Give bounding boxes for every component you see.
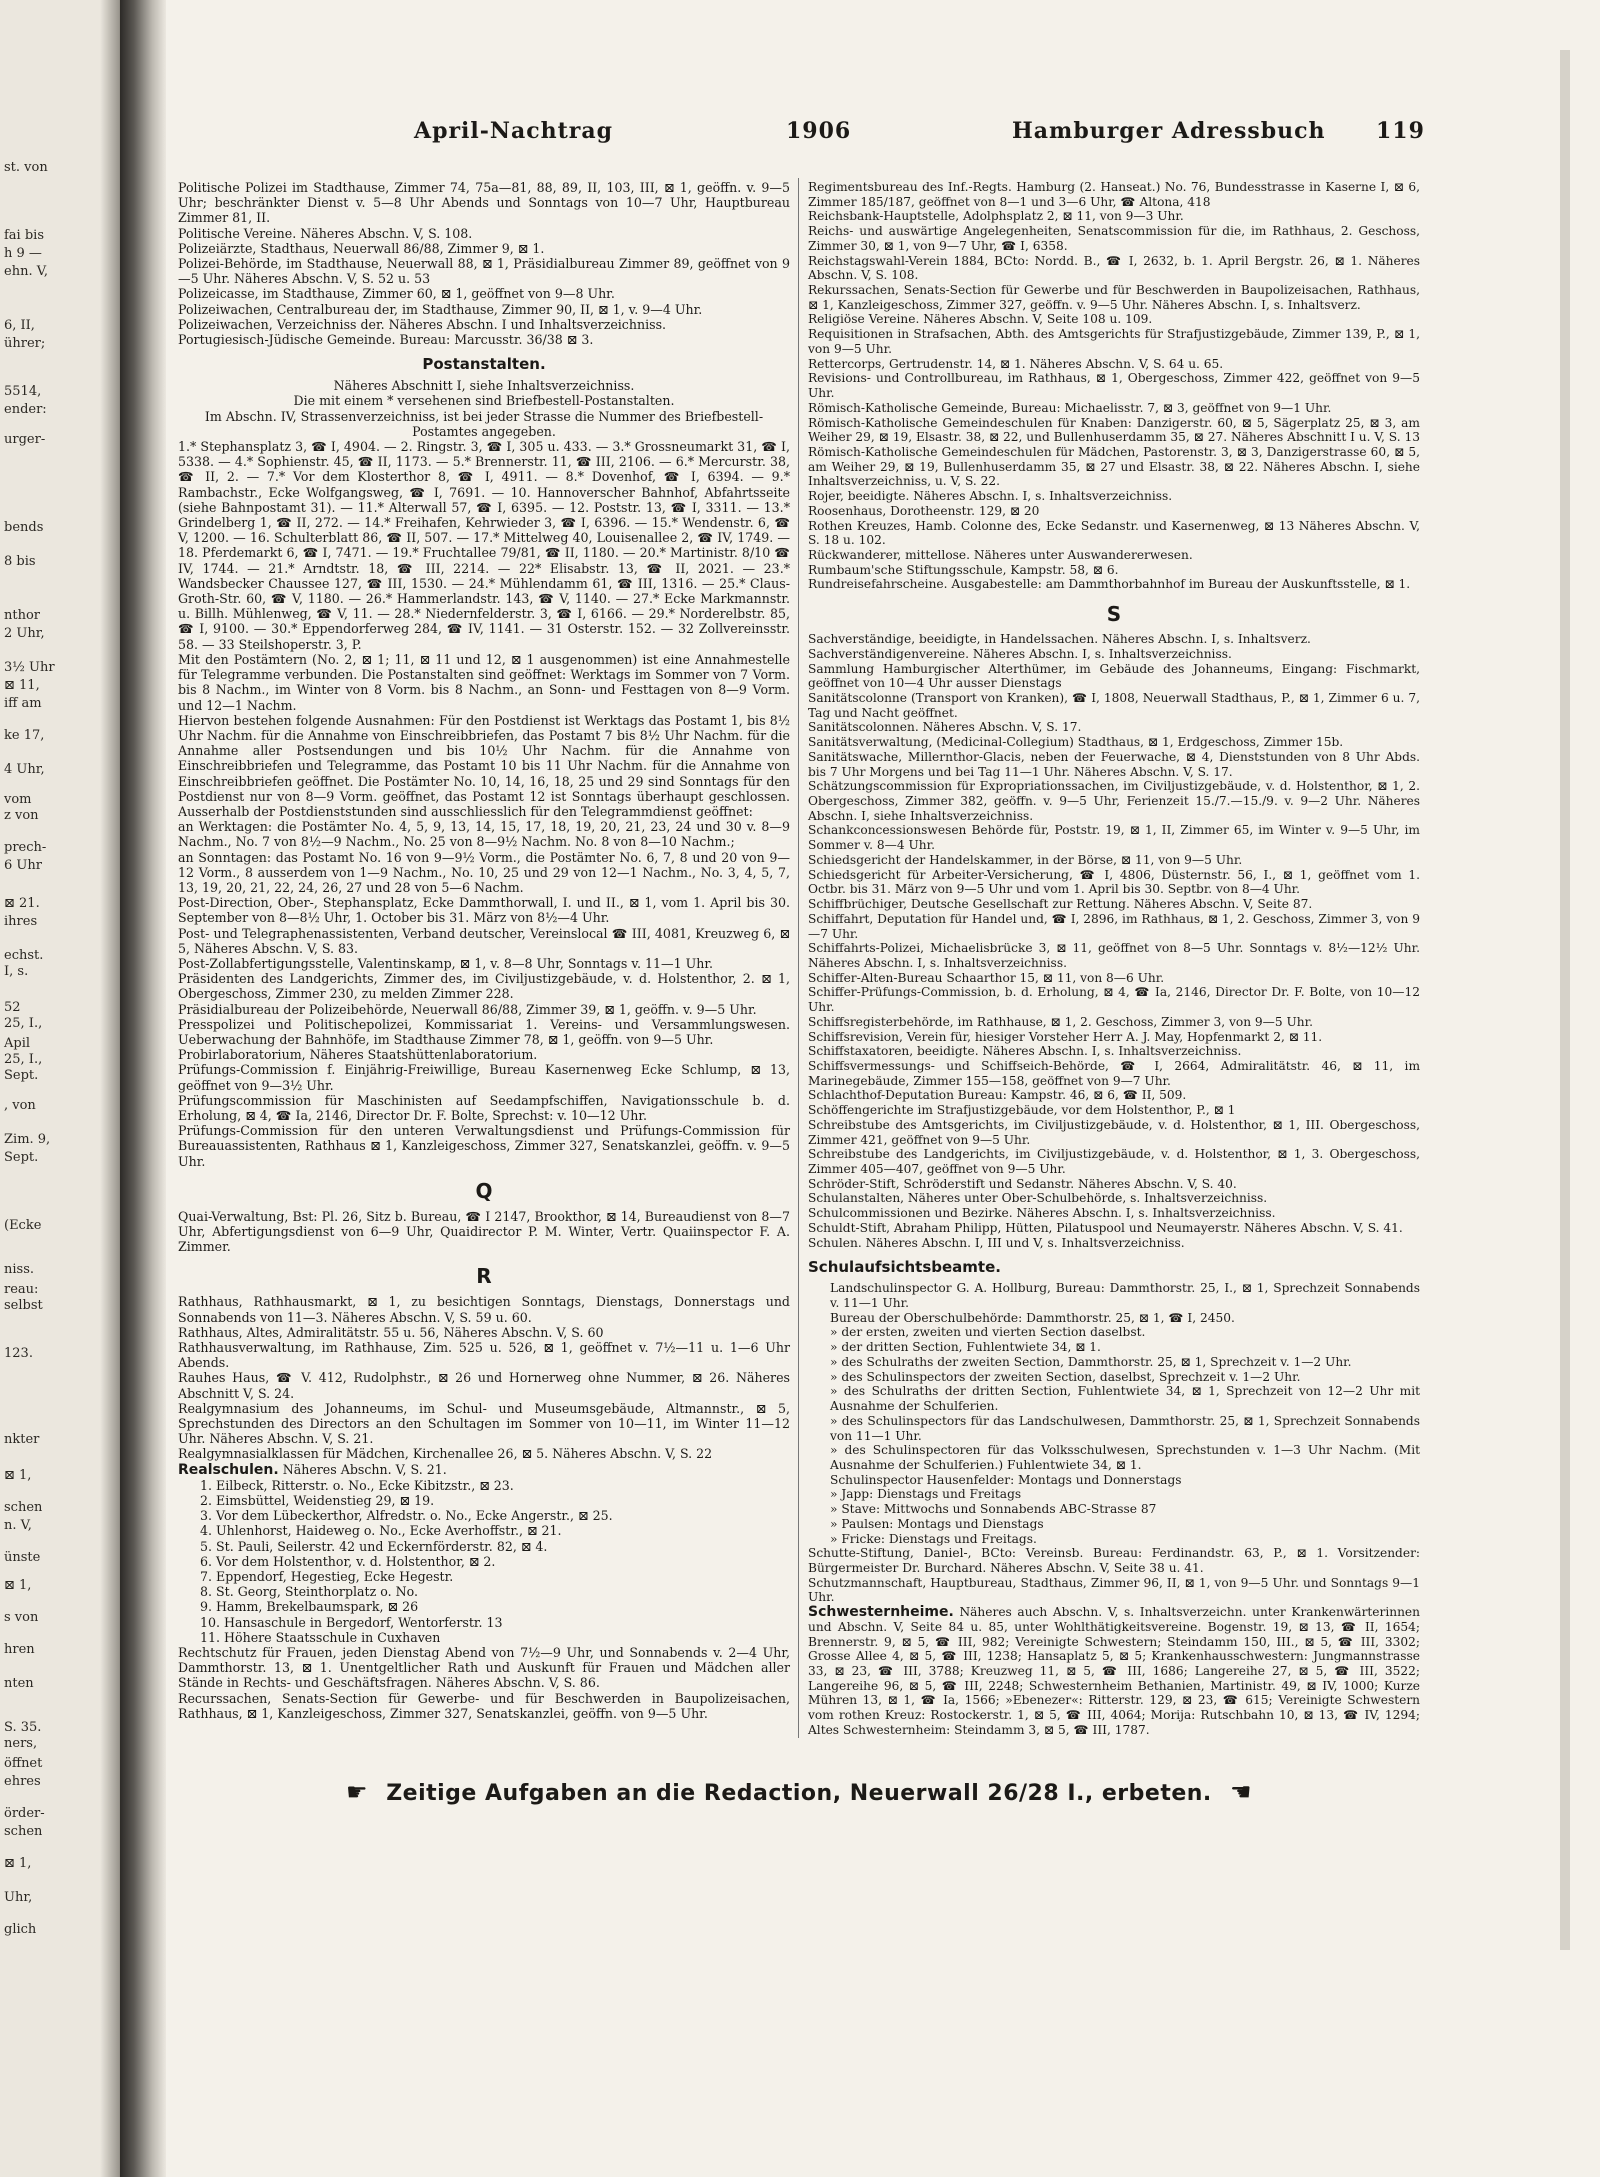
fragment-text: glich: [4, 1922, 37, 1937]
fragment-text: schen: [4, 1500, 43, 1515]
directory-entry: Rathhaus, Altes, Admiralitätstr. 55 u. 56, Näheres Abschn. V, S. 60: [178, 1324, 604, 1340]
pointing-hand-left-icon: ☛: [346, 1778, 369, 1806]
fragment-text: prech-: [4, 840, 47, 855]
entries-police: [178, 180, 790, 347]
directory-entry: Reichsbank-Hauptstelle, Adolphsplatz 2, ⊠ 11, von 9—3 Uhr.: [808, 209, 1184, 224]
post-intro-line: Näheres Abschnitt I, siehe Inhaltsverzeichniss.: [333, 378, 635, 394]
fragment-text: bends: [4, 520, 44, 535]
schulaufsicht-line: Bureau der Oberschulbehörde: Dammthorstr. 25, ⊠ 1, ☎ I, 2450.: [830, 1310, 1235, 1325]
fragment-text: Sept.: [4, 1068, 39, 1083]
fragment-text: ⊠ 1,: [4, 1856, 32, 1871]
realschule-item: 8. St. Georg, Steinthorplatz o. No.: [200, 1584, 418, 1600]
fragment-text: schen: [4, 1824, 43, 1839]
directory-entry: Polizeiärzte, Stadthaus, Neuerwall 86/88, Zimmer 9, ⊠ 1.: [178, 240, 545, 256]
directory-entry: Sanitätsverwaltung, (Medicinal-Collegium) Stadthaus, ⊠ 1, Erdgeschoss, Zimmer 15b.: [808, 735, 1344, 750]
section-title-schulaufsichtsbeamte: Schulaufsichtsbeamte.: [808, 1258, 1001, 1277]
directory-entry: Reichstagswahl-Verein 1884, BCto: Nordd. B., ☎ I, 2632, b. 1. April Bergstr. 26, ⊠ 1. Näheres Abschn. V, S. 108.: [808, 253, 1420, 283]
directory-entry: Schiffsrevision, Verein für, hiesiger Vorsteher Herr A. J. May, Hopfenmarkt 2, ⊠ 11.: [808, 1029, 1323, 1044]
post-hours-paragraph: an Werktagen: die Postämter No. 4, 5, 9, 13, 14, 15, 17, 18, 19, 20, 21, 23, 24 und 30 v. 8—9 Nachm., No. 7 von 8½—9 Nachm., No. 25 von 8—9½ Nachm. No. 8 von 8—10 Nachm.;: [178, 819, 790, 850]
directory-entry: Roosenhaus, Dorotheenstr. 129, ⊠ 20: [808, 503, 1040, 518]
directory-entry: Reichs- und auswärtige Angelegenheiten, Senatscommission für die, im Rathhaus, 2. Geschoss, Zimmer 30, ⊠ 1, von 9—7 Uhr, ☎ I, 6358.: [808, 224, 1420, 253]
fragment-text: ünste: [4, 1550, 41, 1565]
directory-entry: Schiffer-Alten-Bureau Schaarthor 15, ⊠ 11, von 8—6 Uhr.: [808, 970, 1165, 985]
fragment-text: ke 17,: [4, 728, 45, 743]
fragment-text: 123.: [4, 1346, 33, 1361]
page-right-edge: [1560, 50, 1570, 1950]
fragment-text: 2 Uhr,: [4, 626, 45, 641]
realschule-item: 11. Höhere Staatsschule in Cuxhaven: [200, 1629, 441, 1645]
footer-notice: [178, 1778, 1420, 1806]
directory-entry: Schröder-Stift, Schröderstift und Sedanstr. Näheres Abschn. V, S. 40.: [808, 1176, 1237, 1191]
directory-entry: Schutzmannschaft, Hauptbureau, Stadthaus, Zimmer 96, II, ⊠ 1, von 9—5 Uhr. und Sonntags 9—1 Uhr.: [808, 1575, 1420, 1605]
entries-q: [178, 1209, 790, 1255]
directory-entry: Politische Vereine. Näheres Abschn. V, S. 108.: [178, 225, 473, 241]
fragment-text: iff am: [4, 696, 42, 711]
entries-rechtschutz: [178, 1645, 790, 1721]
fragment-text: Uhr,: [4, 1890, 33, 1905]
directory-entry: Rauhes Haus, ☎ V. 412, Rudolphstr., ⊠ 26 und Hornerweg ohne Nummer, ⊠ 26. Näheres Abschnitt V, S. 24.: [178, 1370, 790, 1401]
directory-entry: Schiffahrt, Deputation für Handel und, ☎ I, 2896, im Rathhaus, ⊠ 1, 2. Geschoss, Zimmer 3, von 9—7 Uhr.: [808, 911, 1420, 941]
directory-entry: Rathhausverwaltung, im Rathhause, Zim. 525 u. 526, ⊠ 1, geöffnet v. 7½—11 u. 1—6 Uhr Abends.: [178, 1340, 790, 1371]
directory-entry: Schiffer-Prüfungs-Commission, b. d. Erholung, ⊠ 4, ☎ Ia, 2146, Director Dr. F. Bolte, von 10—12 Uhr.: [808, 985, 1420, 1015]
section-title-postanstalten: Postanstalten.: [422, 355, 546, 374]
fragment-text: selbst: [4, 1298, 43, 1313]
schulaufsicht-line: » der dritten Section, Fuhlentwiete 34, ⊠ 1.: [830, 1340, 1101, 1355]
right-column: [808, 180, 1420, 1738]
realschulen-heading: [178, 1462, 790, 1478]
fragment-text: nthor: [4, 608, 41, 623]
fragment-text: ehn. V,: [4, 264, 48, 279]
fragment-text: 25, I.,: [4, 1016, 43, 1031]
schulaufsicht-list: [808, 1281, 1420, 1546]
fragment-text: fai bis: [4, 228, 45, 243]
directory-entry: Politische Polizei im Stadthause, Zimmer 74, 75a—81, 88, 89, II, 103, III, ⊠ 1, geöffn. v. 9—5 Uhr; beschränkter Dienst v. 5—8 Uhr Abends und Sonntags von 10—7 Uhr, Hauptbureau Zimmer 81, II.: [178, 180, 790, 226]
directory-entry: Schreibstube des Landgerichts, im Civiljustizgebäude, v. d. Holstenthor, ⊠ 1, 3. Obergeschoss, Zimmer 405—407, geöffnet von 9—5 Uhr.: [808, 1147, 1420, 1176]
directory-entry: Rekurssachen, Senats-Section für Gewerbe und für Beschwerden in Baupolizeisachen, Rathhaus, ⊠ 1, Kanzleigeschoss, Zimmer 327, geöffn. v. 9—5 Uhr. Näheres Abschn. I, s. Inhaltsverz.: [808, 283, 1420, 312]
section-title-schwesternheime: Schwesternheime.: [808, 1604, 954, 1621]
fragment-text: Apil: [4, 1036, 31, 1051]
realschule-item: 1. Eilbeck, Ritterstr. o. No., Ecke Kibitzstr., ⊠ 23.: [200, 1477, 514, 1493]
realschulen-list: [178, 1478, 790, 1645]
fragment-text: 5514,: [4, 384, 42, 399]
page-number: 119: [1376, 118, 1425, 144]
directory-entry: Rückwanderer, mittellose. Näheres unter Auswandererwesen.: [808, 547, 1193, 562]
directory-entry: Polizeiwachen, Centralbureau der, im Stadthause, Zimmer 90, II, ⊠ 1, v. 9—4 Uhr.: [178, 301, 703, 317]
post-hours-paragraph: Hiervon bestehen folgende Ausnahmen: Für den Postdienst ist Werktags das Postamt 1, bis 8½ Uhr Nachm. für die Annahme von Einschreibbriefen, das Postamt 7 bis 8½ Uhr Nachm. für die Annahme aller Postsendungen und bis 10½ Uhr Nachm. für die Annahme von Einschreibbriefen und Telegramme, das Postamt 10 bis 11 Uhr Nachm. für die Annahme von Einschreibbriefen geöffnet. Die Postämter No. 10, 14, 16, 18, 25 und 29 sind Sonntags für den Postdienst nur von 8—9 Vorm. geöffnet, das Postamt 12 ist Sonntags überhaupt geschlossen. Ausserhalb der Postdienststunden sind ausschliesslich für den Telegrammdienst geöffnet:: [178, 712, 790, 819]
directory-entry: Post-Zollabfertigungsstelle, Valentinskamp, ⊠ 1, v. 8—8 Uhr, Sonntags v. 11—1 Uhr.: [178, 955, 713, 971]
schulaufsicht-line: Schulinspector Hausenfelder: Montags und Donnerstags: [830, 1472, 1182, 1487]
directory-entry: Schiffsvermessungs- und Schiffseich-Behörde, ☎ I, 2664, Admiralitätstr. 46, ⊠ 11, im Marinegebäude, Zimmer 155—158, geöffnet von 9—7 Uhr.: [808, 1058, 1420, 1088]
entries-post-directions: [178, 895, 790, 1169]
fragment-text: örder-: [4, 1806, 45, 1821]
post-hours-paragraph: Mit den Postämtern (No. 2, ⊠ 1; 11, ⊠ 11 und 12, ⊠ 1 ausgenommen) ist eine Annahmestelle für Telegramme verbunden. Die Postanstalten sind geöffnet: Werktags im Sommer von 7 Vorm. bis 8 Nachm., im Winter von 8 Vorm. bis 8 Nachm., an Sonn- und Festtagen von 8—9 Vorm. und 12—1 Nachm.: [178, 651, 790, 713]
fragment-text: 6 Uhr: [4, 858, 42, 873]
post-intro: [178, 378, 790, 439]
fragment-text: hren: [4, 1642, 35, 1657]
fragment-text: ners,: [4, 1736, 38, 1751]
fragment-text: reau:: [4, 1282, 39, 1297]
directory-entry: Römisch-Katholische Gemeinde, Bureau: Michaelisstr. 7, ⊠ 3, geöffnet von 9—1 Uhr.: [808, 400, 1332, 415]
directory-entry: Schulanstalten, Näheres unter Ober-Schulbehörde, s. Inhaltsverzeichniss.: [808, 1191, 1268, 1206]
fragment-text: ⊠ 1,: [4, 1468, 32, 1483]
directory-entry: Sanitätscolonnen. Näheres Abschn. V, S. 17.: [808, 720, 1082, 735]
directory-entry: Schlachthof-Deputation Bureau: Kampstr. 46, ⊠ 6, ☎ II, 509.: [808, 1088, 1187, 1103]
fragment-text: n. V,: [4, 1518, 32, 1533]
fragment-text: urger-: [4, 432, 46, 447]
directory-entry: Polizeiwachen, Verzeichniss der. Näheres Abschn. I und Inhaltsverzeichniss.: [178, 316, 667, 332]
letter-heading-s: S: [1106, 602, 1122, 627]
schulaufsicht-line: » Fricke: Dienstags und Freitags.: [830, 1531, 1037, 1546]
fragment-text: ⊠ 21.: [4, 896, 40, 911]
schulaufsicht-line: » Stave: Mittwochs und Sonnabends ABC-Strasse 87: [830, 1502, 1157, 1517]
directory-entry: Schiffstaxatoren, beeidigte. Näheres Abschn. I, s. Inhaltsverzeichniss.: [808, 1044, 1242, 1059]
directory-entry: Schuldt-Stift, Abraham Philipp, Hütten, Pilatuspool und Neumayerstr. Näheres Abschn. V, S. 41.: [808, 1220, 1403, 1235]
directory-entry: Presspolizei und Politischepolizei, Kommissariat 1. Vereins- und Versammlungswesen. Ueberwachung der Bahnhöfe, im Stadthause Zimmer 78, ⊠ 1, geöffn. von 9—5 Uhr.: [178, 1016, 790, 1047]
entries-r-continued: [808, 180, 1420, 592]
directory-entry: Schiffahrts-Polizei, Michaelisbrücke 3, ⊠ 11, geöffnet von 8—5 Uhr. Sonntags v. 8½—12½ Uhr. Näheres Abschn. I, s. Inhaltsverzeichniss.: [808, 941, 1420, 970]
directory-entry: Schiffsregisterbehörde, im Rathhause, ⊠ 1, 2. Geschoss, Zimmer 3, von 9—5 Uhr.: [808, 1014, 1313, 1029]
directory-entry: Recurssachen, Senats-Section für Gewerbe- und für Beschwerden in Baupolizeisachen, Rathhaus, ⊠ 1, Kanzleigeschoss, Zimmer 327, Senatskanzlei, geöffn. von 9—5 Uhr.: [178, 1690, 790, 1721]
directory-entry: Schätzungscommission für Expropriationssachen, im Civiljustizgebäude, v. d. Holstenthor, ⊠ 1, 2. Obergeschoss, Zimmer 382, geöffn. v. 9—5 Uhr, Ferienzeit 15./7.—15./9. v. 9—2 Uhr. Näheres Abschn. I, siehe Inhaltsverzeichniss.: [808, 779, 1420, 823]
schulaufsicht-line: » des Schulraths der dritten Section, Fuhlentwiete 34, ⊠ 1, Sprechzeit von 12—2 Uhr mit Ausnahme der Schulferien.: [830, 1384, 1420, 1414]
post-hours-paragraph: an Sonntagen: das Postamt No. 16 von 9—9½ Vorm., die Postämter No. 6, 7, 8 und 20 von 9—12 Vorm., 8 ausserdem von 1—9 Nachm., No. 10, 25 und 29 von 12—1 Nachm., No. 3, 4, 5, 7, 13, 19, 20, 21, 22, 24, 26, 27 und 28 von 5—6 Nachm.: [178, 849, 790, 895]
realschule-item: 6. Vor dem Holstenthor, v. d. Holstenthor, ⊠ 2.: [200, 1553, 496, 1569]
header-publication-title: Hamburger Adressbuch: [1012, 118, 1326, 144]
fragment-text: ührer;: [4, 336, 46, 351]
schulaufsicht-line: » des Schulinspectoren für das Volksschulwesen, Sprechstunden v. 1—3 Uhr Nachm. (Mit Ausnahme der Schulferien.) Fuhlentwiete 34, ⊠ 1.: [830, 1443, 1420, 1472]
directory-entry: Rathhaus, Rathhausmarkt, ⊠ 1, zu besichtigen Sonntags, Dienstags, Donnerstags und Sonnabends von 11—3. Näheres Abschn. V, S. 59 u. 60.: [178, 1294, 790, 1325]
fragment-text: z von: [4, 808, 39, 823]
directory-entry: Präsidialbureau der Polizeibehörde, Neuerwall 86/88, Zimmer 39, ⊠ 1, geöffn. v. 9—5 Uhr.: [178, 1001, 757, 1017]
fragment-text: ⊠ 11,: [4, 678, 40, 693]
directory-entry: Rettercorps, Gertrudenstr. 14, ⊠ 1. Näheres Abschn. V, S. 64 u. 65.: [808, 356, 1224, 371]
directory-entry: Schöffengerichte im Strafjustizgebäude, vor dem Holstenthor, P., ⊠ 1: [808, 1103, 1236, 1118]
fragment-text: ⊠ 1,: [4, 1578, 32, 1593]
directory-entry: Prüfungs-Commission f. Einjährig-Freiwillige, Bureau Kasernenweg Ecke Schlump, ⊠ 13, geöffnet von 9—3½ Uhr.: [178, 1062, 790, 1093]
directory-entry: Revisions- und Controllbureau, im Rathhaus, ⊠ 1, Obergeschoss, Zimmer 422, geöffnet von 9—5 Uhr.: [808, 371, 1420, 401]
directory-entry: Probirlaboratorium, Näheres Staatshüttenlaboratorium.: [178, 1047, 538, 1063]
realschule-item: 5. St. Pauli, Seilerstr. 42 und Eckernförderstr. 82, ⊠ 4.: [200, 1538, 548, 1554]
directory-entry: Schankconcessionswesen Behörde für, Poststr. 19, ⊠ 1, II, Zimmer 65, im Winter v. 9—5 Uhr, im Sommer v. 8—4 Uhr.: [808, 823, 1420, 853]
directory-entry: Sanitätswache, Millernthor-Glacis, neben der Feuerwache, ⊠ 4, Dienststunden von 8 Uhr Abds. bis 7 Uhr Morgens und bei Tag 11—1 Uhr. Näheres Abschn. V, S. 17.: [808, 749, 1420, 779]
fragment-text: echst.: [4, 948, 44, 963]
directory-entry: Post-Direction, Ober-, Stephansplatz, Ecke Dammthorwall, I. und II., ⊠ 1, vom 1. April bis 30. September von 8—8½ Uhr, 1. October bis 31. März von 8½—4 Uhr.: [178, 895, 790, 926]
page-gutter-shadow: [120, 0, 166, 2177]
fragment-text: ehres: [4, 1774, 41, 1789]
directory-entry: Polizei-Behörde, im Stadthause, Neuerwall 88, ⊠ 1, Präsidialbureau Zimmer 89, geöffnet von 9—5 Uhr. Näheres Abschn. V, S. 52 u. 53: [178, 256, 790, 287]
realschule-item: 7. Eppendorf, Hegestieg, Ecke Hegestr.: [200, 1569, 454, 1585]
fragment-text: I, s.: [4, 964, 29, 979]
fragment-text: ihres: [4, 914, 38, 929]
column-divider: [798, 178, 799, 1738]
entries-schutte: [808, 1546, 1420, 1605]
fragment-text: 8 bis: [4, 554, 36, 569]
realschulen-intro: Näheres Abschn. V, S. 21.: [282, 1461, 447, 1477]
post-hours: [178, 652, 790, 895]
schulaufsicht-line: » des Schulraths der zweiten Section, Dammthorstr. 25, ⊠ 1, Sprechzeit v. 1—2 Uhr.: [830, 1354, 1352, 1369]
schulaufsicht-line: Landschulinspector G. A. Hollburg, Bureau: Dammthorstr. 25, I., ⊠ 1, Sprechzeit Sonnabends v. 11—1 Uhr.: [830, 1281, 1420, 1311]
directory-entry: Schulcommissionen und Bezirke. Näheres Abschn. I, s. Inhaltsverzeichniss.: [808, 1206, 1276, 1221]
fragment-text: h 9 —: [4, 246, 42, 261]
directory-entry: Rundreisefahrscheine. Ausgabestelle: am Dammthorbahnhof im Bureau der Auskunftsstelle, ⊠ 1.: [808, 577, 1411, 592]
directory-entry: Römisch-Katholische Gemeindeschulen für Knaben: Danzigerstr. 60, ⊠ 5, Sägerplatz 25, ⊠ 3, am Weiher 29, ⊠ 19, Elsastr. 38, ⊠ 22, und Bullenhuserdamm 35, ⊠ 27. Näheres Abschnitt I u. V, S. 13: [808, 415, 1420, 445]
fragment-text: Sept.: [4, 1150, 39, 1165]
directory-entry: Rojer, beeidigte. Näheres Abschn. I, s. Inhaltsverzeichniss.: [808, 489, 1173, 504]
directory-entry: Requisitionen in Strafsachen, Abth. des Amtsgerichts für Strafjustizgebäude, Zimmer 139, P., ⊠ 1, von 9—5 Uhr.: [808, 327, 1420, 356]
directory-entry: Schreibstube des Amtsgerichts, im Civiljustizgebäude, v. d. Holstenthor, ⊠ 1, III. Obergeschoss, Zimmer 421, geöffnet von 9—5 Uhr.: [808, 1117, 1420, 1147]
directory-entry: Schutte-Stiftung, Daniel-, BCto: Vereinsb. Bureau: Ferdinandstr. 63, P., ⊠ 1. Vorsitzender: Bürgermeister Dr. Burchard. Näheres Abschn. V, Seite 38 u. 41.: [808, 1546, 1420, 1575]
running-header: [178, 118, 1425, 150]
directory-entry: Rothen Kreuzes, Hamb. Colonne des, Ecke Sedanstr. und Kasernenweg, ⊠ 13 Näheres Abschn. V, S. 18 u. 102.: [808, 518, 1420, 548]
post-intro-line: Im Abschn. IV, Strassenverzeichniss, ist bei jeder Strasse die Nummer des Briefbestell-Postamtes angegeben.: [204, 408, 764, 439]
schulaufsicht-line: » der ersten, zweiten und vierten Section daselbst.: [830, 1325, 1146, 1340]
entries-r: [178, 1294, 790, 1461]
left-column: [178, 180, 790, 1721]
schulaufsicht-line: » des Schulinspectors für das Landschulwesen, Dammthorstr. 25, ⊠ 1, Sprechzeit Sonnabends von 11—1 Uhr.: [830, 1413, 1420, 1443]
schulaufsicht-line: » des Schulinspectors der zweiten Section, daselbst, Sprechzeit v. 1—2 Uhr.: [830, 1369, 1301, 1384]
directory-entry: Sanitätscolonne (Transport von Kranken), ☎ I, 1808, Neuerwall Stadthaus, P., ⊠ 1, Zimmer 6 u. 7, Tag und Nacht geöffnet.: [808, 691, 1420, 720]
fragment-text: 6, II,: [4, 318, 35, 333]
schulaufsicht-line: » Paulsen: Montags und Dienstags: [830, 1516, 1044, 1531]
fragment-text: 4 Uhr,: [4, 762, 45, 777]
post-intro-line: Die mit einem * versehenen sind Briefbestell-Postanstalten.: [293, 393, 675, 409]
fragment-text: s von: [4, 1610, 39, 1625]
fragment-text: 25, I.,: [4, 1052, 43, 1067]
fragment-text: ender:: [4, 402, 47, 417]
directory-entry: Rumbaum'sche Stiftungsschule, Kampstr. 58, ⊠ 6.: [808, 562, 1119, 577]
directory-entry: Schiedsgericht der Handelskammer, in der Börse, ⊠ 11, von 9—5 Uhr.: [808, 852, 1243, 867]
directory-entry: Schiffbrüchiger, Deutsche Gesellschaft zur Rettung. Näheres Abschn. V, Seite 87.: [808, 897, 1313, 912]
realschule-item: 10. Hansaschule in Bergedorf, Wentorferstr. 13: [200, 1614, 503, 1630]
directory-entry: Römisch-Katholische Gemeindeschulen für Mädchen, Pastorenstr. 3, ⊠ 3, Danzigerstrasse 60, ⊠ 5, am Weiher 29, ⊠ 19, Bullenhuserdamm 35, ⊠ 27 und Elsastr. 38, ⊠ 22. Näheres Abschn. I, siehe Inhaltsverzeichniss, u. V, S. 22.: [808, 444, 1420, 489]
directory-entry: Rechtschutz für Frauen, jeden Dienstag Abend von 7½—9 Uhr, und Sonnabends v. 2—4 Uhr, Dammthorstr. 13, ⊠ 1. Unentgeltlicher Rath und Auskunft für Frauen und Mädchen aller Stände in Rechts- und Geschäftsfragen. Näheres Abschn. V, S. 86.: [178, 1645, 790, 1691]
fragment-text: vom: [4, 792, 32, 807]
directory-entry: Quai-Verwaltung, Bst: Pl. 26, Sitz b. Bureau, ☎ I 2147, Brookthor, ⊠ 14, Bureaudienst von 8—7 Uhr, Abfertigungsdienst von 6—9 Uhr, Quaidirector P. M. Winter, Vertr. Quaiinspector F. A. Zimmer.: [178, 1208, 790, 1255]
fragment-text: Zim. 9,: [4, 1132, 51, 1147]
fragment-text: st. von: [4, 160, 48, 175]
footer-text: Zeitige Aufgaben an die Redaction, Neuerwall 26/28 I., erbeten.: [386, 1781, 1212, 1806]
directory-entry: Religiöse Vereine. Näheres Abschn. V, Seite 108 u. 109.: [808, 312, 1153, 327]
directory-entry: Regimentsbureau des Inf.-Regts. Hamburg (2. Hanseat.) No. 76, Bundesstrasse in Kaserne I, ⊠ 6, Zimmer 185/187, geöffnet von 8—1 und 3—6 Uhr, ☎ Altona, 418: [808, 180, 1420, 209]
post-office-list: 1.* Stephansplatz 3, ☎ I, 4904. — 2. Ringstr. 3, ☎ I, 305 u. 433. — 3.* Grossneumarkt 31, ☎ I, 5338. — 4.* Sophienstr. 45, ☎ II, 1173. — 5.* Brennerstr. 11, ☎ III, 2106. — 6.* Mercurstr. 38, ☎ II, 2. — 7.* Vor dem Klosterthor 8, ☎ I, 4911. — 8.* Dovenhof, ☎ I, 6394. — 9.* Rambachstr., Ecke Wolfgangsweg, ☎ I, 7691. — 10. Hannoverscher Bahnhof, Abfahrtsseite (siehe Bahnpostamt 31). — 11.* Alterwall 57, ☎ I, 6395. — 12. Poststr. 13, ☎ I, 3311. — 13.* Grindelberg 1, ☎ II, 272. — 14.* Freihafen, Kehrwieder 3, ☎ I, 6396. — 15.* Wendenstr. 6, ☎ V, 1200. — 16. Schulterblatt 86, ☎ II, 507. — 17.* Mittelweg 40, Louisenallee 2, ☎ IV, 1749. — 18. Pferdemarkt 6, ☎ I, 7471. — 19.* Fruchtallee 79/81, ☎ II, 1180. — 20.* Martinistr. 8/10 ☎ IV, 1744. — 21.* Arndtstr. 18, ☎ III, 2214. — 22* Elisabstr. 13, ☎ II, 2021. — 23.* Wandsbecker Chaussee 127, ☎ III, 1530. — 24.* Mühlendamm 61, ☎ III, 1316. — 25.* Claus-Groth-Str. 60, ☎ V, 1180. — 26.* Hammerlandstr. 143, ☎ V, 1140. — 27.* Ecke Markmannstr. u. Billh. Mühlenweg, ☎ V, 11. — 28.* Niedernfelderstr. 3, ☎ I, 6166. — 29.* Norderelbstr. 85, ☎ I, 9100. — 30.* Eppendorferweg 284, ☎ IV, 1141. — 31 Osterstr. 152. — 32 Zollvereinsstr. 58. — 33 Steilshoperstr. 3, P.: [178, 439, 790, 652]
fragment-text: 3½ Uhr: [4, 660, 55, 675]
directory-entry: Schiedsgericht für Arbeiter-Versicherung, ☎ I, 4806, Düsternstr. 56, I., ⊠ 1, geöffnet vom 1. Octbr. bis 31. März von 9—5 Uhr und vom 1. April bis 30. Septbr. von 8—4 Uhr.: [808, 867, 1420, 897]
directory-entry: Sachverständigenvereine. Näheres Abschn. I, s. Inhaltsverzeichniss.: [808, 646, 1232, 661]
directory-entry: Realgymnasialklassen für Mädchen, Kirchenallee 26, ⊠ 5. Näheres Abschn. V, S. 22: [178, 1446, 713, 1462]
directory-entry: Sammlung Hamburgischer Alterthümer, im Gebäude des Johanneums, Eingang: Fischmarkt, geöffnet von 10—4 Uhr ausser Dienstags: [808, 661, 1420, 691]
fragment-text: S. 35.: [4, 1720, 42, 1735]
fragment-text: 52: [4, 1000, 21, 1015]
realschule-item: 4. Uhlenhorst, Haideweg o. No., Ecke Averhoffstr., ⊠ 21.: [200, 1523, 562, 1539]
realschule-item: 9. Hamm, Brekelbaumspark, ⊠ 26: [200, 1599, 419, 1615]
directory-entry: Portugiesisch-Jüdische Gemeinde. Bureau: Marcusstr. 36/38 ⊠ 3.: [178, 332, 594, 348]
pointing-hand-right-icon: ☚: [1229, 1778, 1252, 1806]
realschule-item: 3. Vor dem Lübeckerthor, Alfredstr. o. No., Ecke Angerstr., ⊠ 25.: [200, 1508, 613, 1524]
entries-s: [808, 632, 1420, 1250]
header-section-title: April-Nachtrag: [414, 118, 614, 144]
directory-entry: Prüfungscommission für Maschinisten auf Seedampfschiffen, Navigationsschule b. d. Erholung, ⊠ 4, ☎ Ia, 2146, Director Dr. F. Bolte, Sprechst: v. 10—12 Uhr.: [178, 1092, 790, 1123]
directory-entry: Post- und Telegraphenassistenten, Verband deutscher, Vereinslocal ☎ III, 4081, Kreuzweg 6, ⊠ 5, Näheres Abschn. V, S. 83.: [178, 925, 790, 956]
fragment-text: öffnet: [4, 1756, 43, 1771]
directory-page: [178, 118, 1425, 1737]
header-year: 1906: [786, 118, 852, 144]
fragment-text: , von: [4, 1098, 36, 1113]
directory-entry: Realgymnasium des Johanneums, im Schul- und Museumsgebäude, Altmannstr., ⊠ 5, Sprechstunden des Directors an den Schultagen im Sommer von 10—11, im Winter 11—12 Uhr. Näheres Abschn. V, S. 21.: [178, 1400, 790, 1447]
directory-entry: Polizeicasse, im Stadthause, Zimmer 60, ⊠ 1, geöffnet von 9—8 Uhr.: [178, 286, 615, 302]
fragment-text: nten: [4, 1676, 34, 1691]
letter-heading-r: R: [476, 1264, 492, 1289]
directory-entry: Schulen. Näheres Abschn. I, III und V, s. Inhaltsverzeichniss.: [808, 1235, 1185, 1250]
letter-heading-q: Q: [475, 1178, 493, 1203]
directory-entry: Präsidenten des Landgerichts, Zimmer des, im Civiljustizgebäude, v. d. Holstenthor, 2. ⊠ 1, Obergeschoss, Zimmer 230, zu melden Zimmer 228.: [178, 971, 790, 1002]
schulaufsicht-line: » Japp: Dienstags und Freitags: [830, 1487, 1022, 1502]
schwesternheime-entry: [808, 1605, 1420, 1737]
directory-entry: Sachverständige, beeidigte, in Handelssachen. Näheres Abschn. I, s. Inhaltsverz.: [808, 632, 1311, 647]
realschule-item: 2. Eimsbüttel, Weidenstieg 29, ⊠ 19.: [200, 1493, 435, 1509]
schwesternheime-text: Näheres auch Abschn. V, s. Inhaltsverzeichn. unter Krankenwärterinnen und Abschn. V, Seite 84 u. 85, unter Wohlthätigkeitsvereine. Bogenstr. 19, ⊠ 13, ☎ II, 1654; Brennerstr. 9, ⊠ 5, ☎ III, 982; Vereinigte Schwestern; Steindamm 150, III., ⊠ 5, ☎ III, 3302; Grosse Allee 4, ⊠ 5, ☎ III, 1238; Hansaplatz 5, ⊠ 5; Krankenhausschwestern: Jungmannstrasse 33, ⊠ 23, ☎ III, 3788; Kreuzweg 11, ⊠ 5, ☎ III, 1686; Langereihe 27, ⊠ 5, ☎ III, 3522; Langereihe 96, ⊠ 5, ☎ III, 2248; Schwesternheim Bethanien, Martinistr. 49, ⊠ IV, 1000; Kurze Mühren 13, ⊠ 1, ☎ Ia, 1566; »Ebenezer«: Ritterstr. 129, ⊠ 23, ☎ 615; Vereinigte Schwestern vom rothen Kreuz: Rostockerstr. 1, ⊠ 5, ☎ III, 4064; Morija: Rutschbahn 10, ⊠ 13, ☎ IV, 1294; Altes Schwesternheim: Steindamm 3, ⊠ 5, ☎ III, 1787.: [808, 1605, 1420, 1737]
fragment-text: niss.: [4, 1262, 35, 1277]
fragment-text: nkter: [4, 1432, 40, 1447]
section-title-realschulen: Realschulen.: [178, 1461, 279, 1478]
fragment-text: (Ecke: [4, 1218, 42, 1233]
directory-entry: Prüfungs-Commission für den unteren Verwaltungsdienst und Prüfungs-Commission für Bureauassistenten, Rathhaus ⊠ 1, Kanzleigeschoss, Zimmer 327, Senatskanzlei, geöffn. v. 9—5 Uhr.: [178, 1123, 790, 1169]
